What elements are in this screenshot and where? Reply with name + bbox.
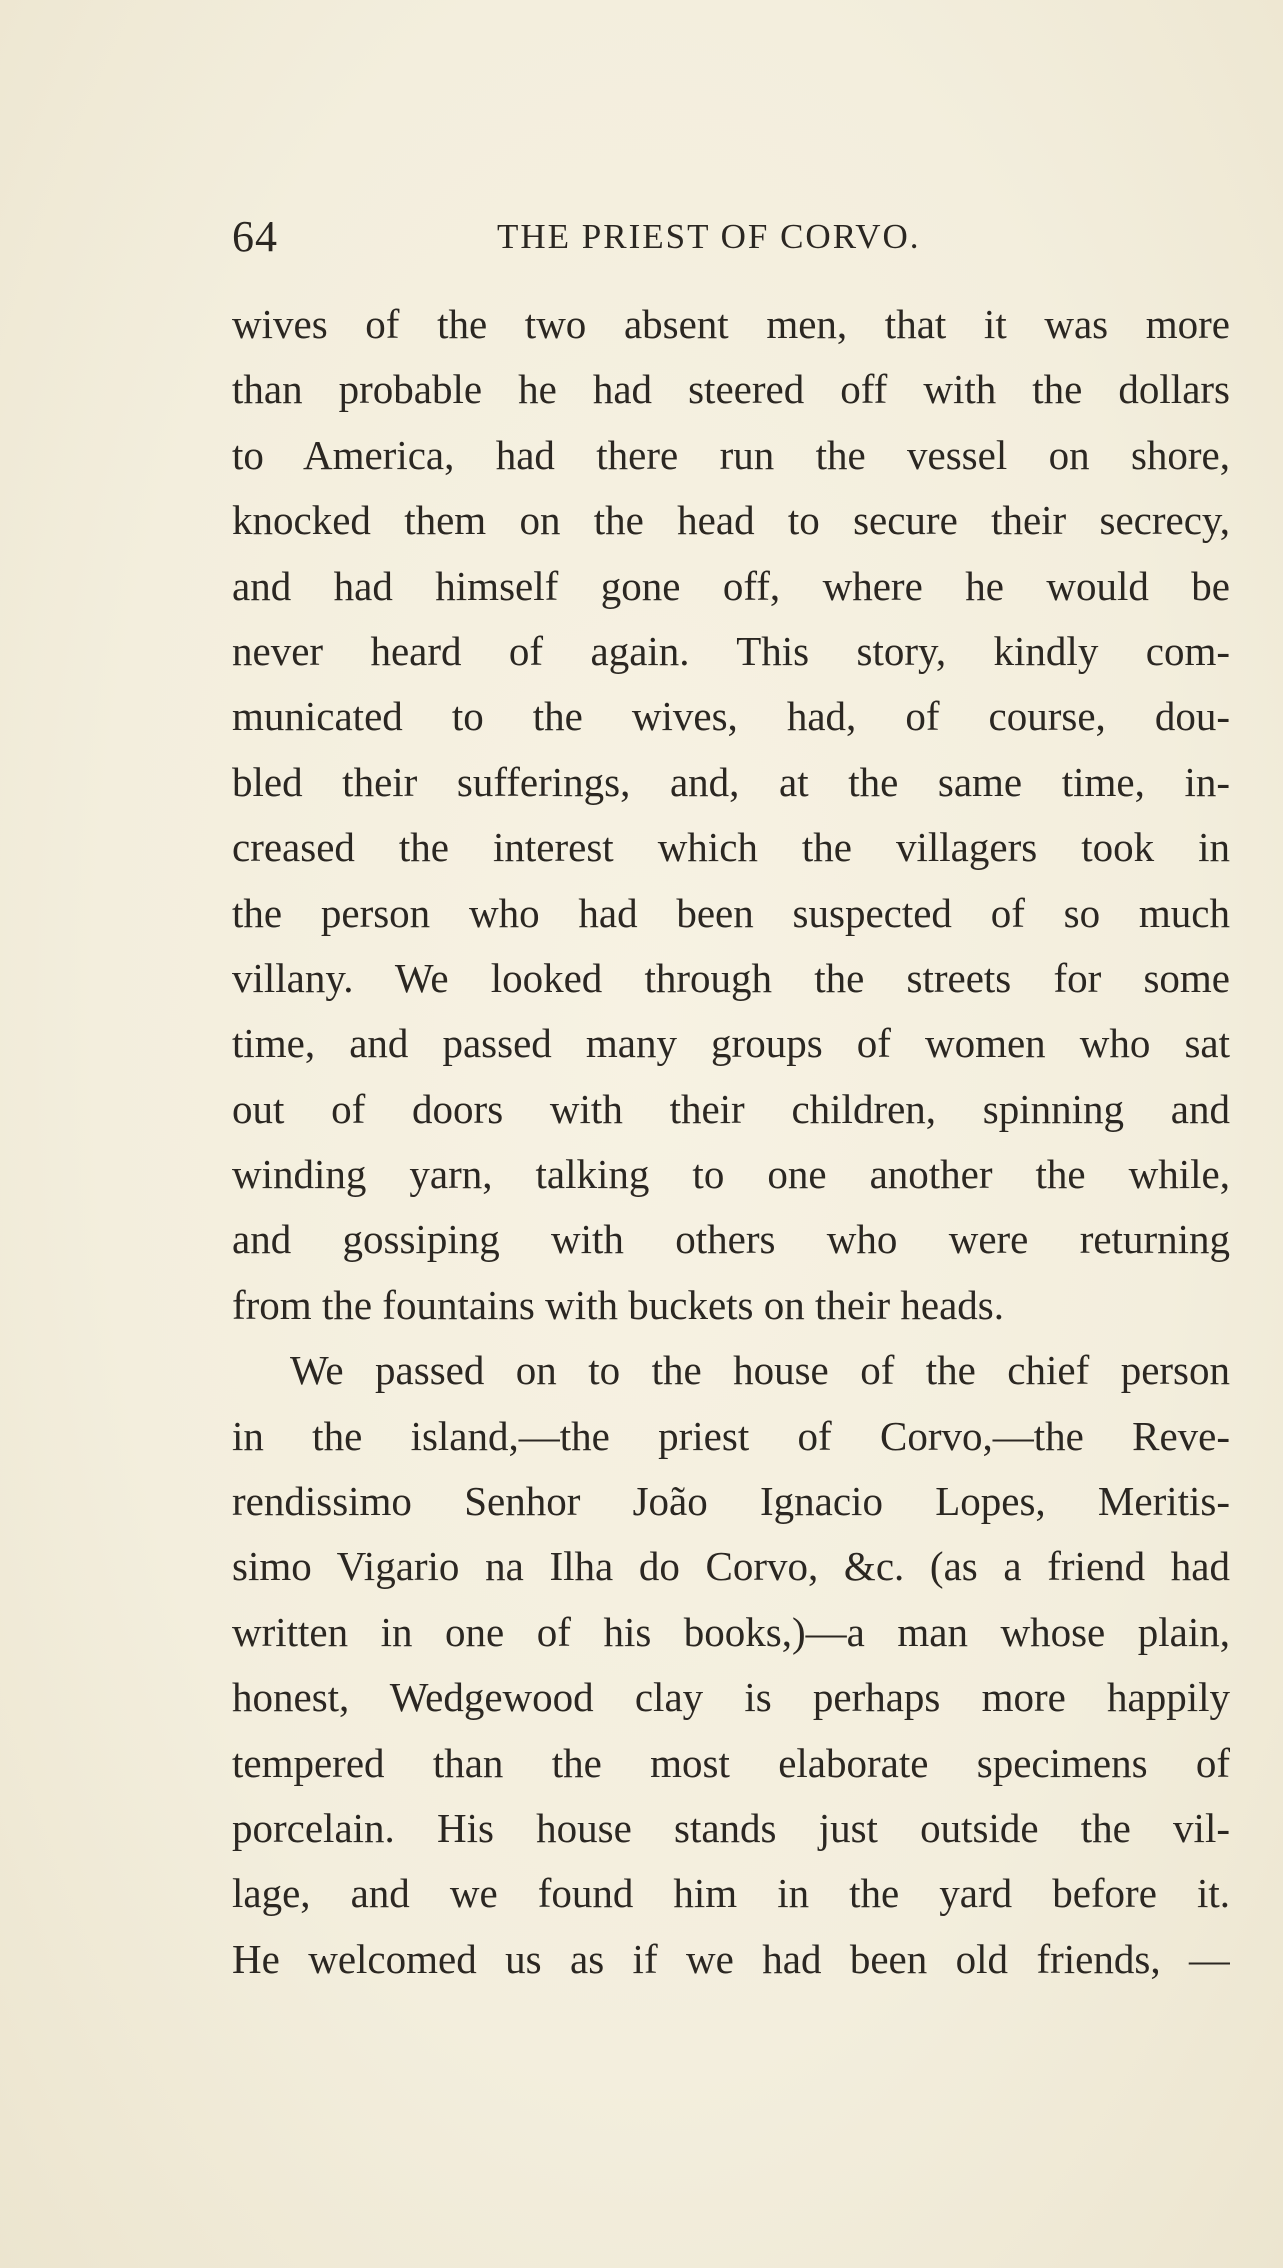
text-line: written in one of his books,)—a man whose plain,: [232, 1608, 1230, 1655]
text-line: in the island,—the priest of Corvo,—the Reve-: [232, 1412, 1230, 1459]
text-line: bled their sufferings, and, at the same time, in-: [232, 758, 1230, 805]
text-line: We passed on to the house of the chief person: [290, 1347, 1230, 1394]
text-line: from the fountains with buckets on their heads.: [232, 1281, 1004, 1328]
text-line: than probable he had steered off with the dollars: [232, 366, 1230, 413]
text-line: the person who had been suspected of so much: [232, 889, 1230, 936]
paragraph-1: [232, 292, 1230, 1338]
text-line: wives of the two absent men, that it was more: [232, 301, 1230, 347]
running-head: [232, 212, 1232, 262]
text-line: to America, had there run the vessel on shore,: [232, 431, 1230, 478]
running-title: THE PRIEST OF CORVO.: [497, 217, 921, 256]
page-number: 64: [232, 212, 278, 261]
text-line: villany. We looked through the streets for some: [232, 954, 1230, 1001]
text-line: tempered than the most elaborate specimens of: [232, 1739, 1230, 1786]
text-line: never heard of again. This story, kindly com-: [232, 627, 1230, 674]
text-line: and had himself gone off, where he would be: [232, 562, 1230, 609]
text-line: out of doors with their children, spinning and: [232, 1085, 1230, 1132]
body-text: [232, 292, 1230, 1992]
paragraph-2: [232, 1338, 1230, 1992]
text-line: rendissimo Senhor João Ignacio Lopes, Meritis-: [232, 1478, 1230, 1525]
text-line: He welcomed us as if we had been old friends, —: [232, 1935, 1230, 1982]
text-line: time, and passed many groups of women who sat: [232, 1020, 1230, 1067]
text-line: creased the interest which the villagers took in: [232, 824, 1230, 871]
text-line: porcelain. His house stands just outside the vil-: [232, 1804, 1230, 1851]
text-line: lage, and we found him in the yard before it.: [232, 1870, 1230, 1917]
text-line: municated to the wives, had, of course, dou-: [232, 693, 1230, 740]
text-line: knocked them on the head to secure their secrecy,: [232, 497, 1230, 544]
text-line: honest, Wedgewood clay is perhaps more happily: [232, 1674, 1230, 1721]
text-line: simo Vigario na Ilha do Corvo, &c. (as a friend had: [232, 1543, 1230, 1590]
text-line: and gossiping with others who were returning: [232, 1216, 1230, 1263]
text-line: winding yarn, talking to one another the while,: [232, 1151, 1230, 1198]
